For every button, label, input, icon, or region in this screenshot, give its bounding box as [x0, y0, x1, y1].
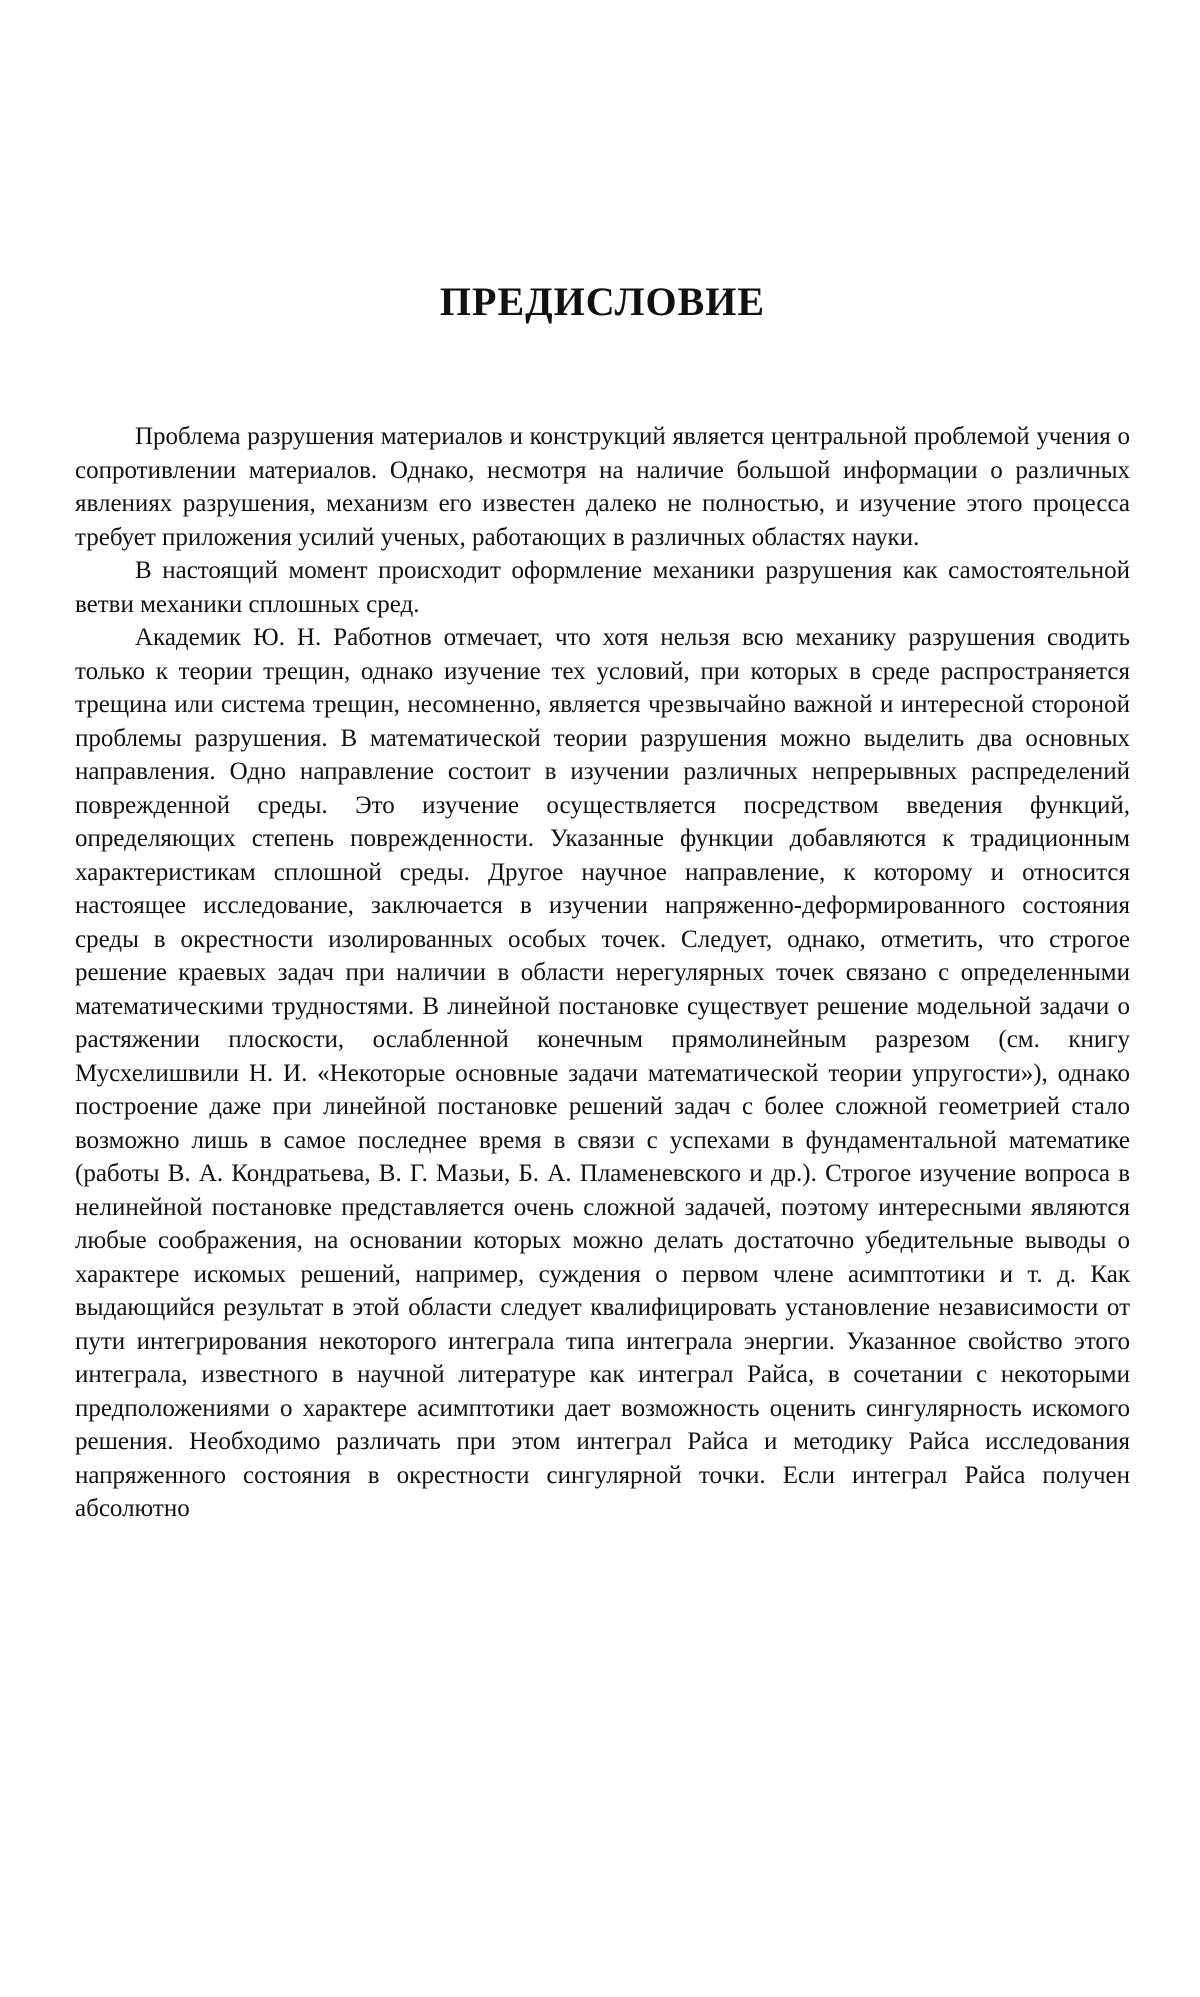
paragraph-2: В настоящий момент происходит оформление механики разрушения как самостоятельной ветви механики сплошных сред. [75, 557, 1130, 618]
book-page [75, 0, 1130, 1997]
page-title: ПРЕДИСЛОВИЕ [439, 279, 766, 324]
preface-body [75, 420, 1130, 1526]
paragraph-1: Проблема разрушения материалов и конструкций является центральной проблемой учения о сопротивлении материалов. Однако, несмотря на наличие большой информации о различных явлениях разрушения, механизм его известен далеко не полностью, и изучение этого процесса требует приложения усилий ученых, работающих в различных областях науки. [75, 423, 1130, 551]
paragraph-3: Академик Ю. Н. Работнов отмечает, что хотя нельзя всю механику разрушения сводить только к теории трещин, однако изучение тех условий, при которых в среде распространяется трещина или система трещин, несомненно, является чрезвычайно важной и интересной стороной проблемы разрушения. В математической теории разрушения можно выделить два основных направления. Одно направление состоит в изучении различных непрерывных распределений поврежденной среды. Это изучение осуществляется посредством введения функций, определяющих степень поврежденности. Указанные функции добавляются к традиционным характеристикам сплошной среды. Другое научное направление, к которому и относится настоящее исследование, заключается в изучении напряженно-деформированного состояния среды в окрестности изолированных особых точек. Следует, однако, отметить, что строгое решение краевых задач при наличии в области нерегулярных точек связано с определенными математическими трудностями. В линейной постановке существует решение модельной задачи о растяжении плоскости, ослабленной конечным прямолинейным разрезом (см. книгу Мусхелишвили Н. И. «Некоторые основные задачи математической теории упругости»), однако построение даже при линейной постановке решений задач с более сложной геометрией стало возможно лишь в самое последнее время в связи с успехами в фундаментальной математике (работы В. А. Кондратьева, В. Г. Мазьи, Б. А. Пламеневского и др.). Строгое изучение вопроса в нелинейной постановке представляется очень сложной задачей, поэтому интересными являются любые соображения, на основании которых можно делать достаточно убедительные выводы о характере искомых решений, например, суждения о первом члене асимптотики и т. д. Как выдающийся результат в этой области следует квалифицировать установление независимости от пути интегрирования некоторого интеграла типа интеграла энергии. Указанное свойство этого интеграла, известного в научной литературе как интеграл Райса, в сочетании с некоторыми предположениями о характере асимптотики дает возможность оценить сингулярность искомого решения. Необходимо различать при этом интеграл Райса и методику Райса исследования напряженного состояния в окрестности сингулярной точки. Если интеграл Райса получен абсолютно [75, 624, 1130, 1522]
